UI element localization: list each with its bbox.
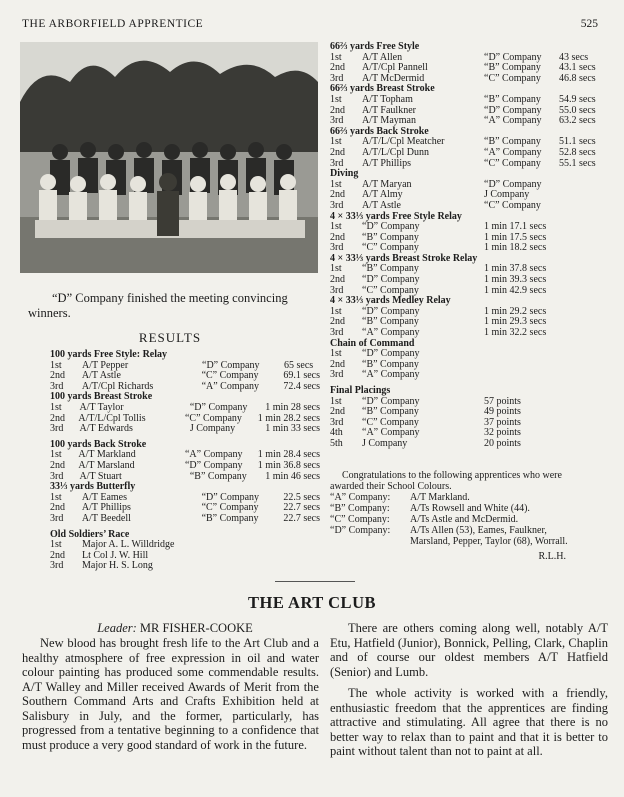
entrant: “D” Company bbox=[362, 395, 420, 407]
entrant: “B” Company bbox=[362, 358, 419, 370]
detail: “D” Company bbox=[484, 178, 542, 190]
detail: “A” Company bbox=[484, 115, 542, 127]
event-heading: Chain of Command bbox=[330, 337, 415, 349]
entrant: “D” Company bbox=[362, 348, 420, 360]
caption-line-1: “D” Company finished the meeting convincing bbox=[52, 291, 288, 305]
detail bbox=[484, 370, 559, 381]
placing: 2nd bbox=[50, 549, 65, 561]
placing: 1st bbox=[50, 401, 62, 413]
detail bbox=[202, 561, 284, 572]
placing: 3rd bbox=[330, 327, 344, 339]
time: 22.7 secs bbox=[283, 512, 320, 524]
entrant: A/T Beedell bbox=[81, 512, 131, 524]
placing: 1st bbox=[50, 359, 62, 371]
detail: 20 points bbox=[484, 437, 521, 449]
placing: 3rd bbox=[330, 284, 344, 296]
entrant: Major A. L. Willdridge bbox=[82, 539, 175, 551]
placing: 1st bbox=[330, 136, 342, 148]
event-heading: 66⅔ yards Free Style bbox=[330, 41, 420, 52]
detail: 32 points bbox=[484, 427, 521, 439]
placing: 2nd bbox=[330, 104, 345, 116]
detail: “A” Company bbox=[184, 449, 243, 461]
team-photograph bbox=[20, 42, 318, 273]
entrant: A/T Eames bbox=[81, 491, 127, 503]
time: 55.1 secs bbox=[559, 157, 596, 169]
result-row bbox=[330, 439, 610, 450]
colours-row bbox=[330, 514, 580, 525]
result-row bbox=[50, 403, 320, 414]
detail: “B” Company bbox=[484, 136, 541, 148]
time: 63.2 secs bbox=[559, 115, 596, 127]
entrant: “B” Company bbox=[362, 316, 419, 328]
result-row bbox=[330, 95, 610, 106]
placing: 1st bbox=[330, 395, 342, 407]
placing: 3rd bbox=[330, 72, 344, 84]
entrant: A/T Mayman bbox=[362, 115, 416, 127]
colours-names: A/Ts Rowsell and White (44). bbox=[410, 503, 530, 514]
detail: “D” Company bbox=[484, 104, 542, 116]
time: 72.4 secs bbox=[283, 380, 320, 392]
entrant: A/T Faulkner bbox=[362, 104, 416, 116]
colours-company: “D” Company: bbox=[330, 525, 391, 536]
time: 1 min 46 secs bbox=[265, 470, 320, 482]
event-heading: 66⅔ yards Breast Stroke bbox=[330, 83, 435, 95]
time: 1 min 28.2 secs bbox=[257, 412, 320, 424]
time: 51.1 secs bbox=[559, 136, 596, 148]
detail: “C” Company bbox=[484, 157, 541, 169]
section-divider bbox=[275, 581, 355, 582]
detail: J Company bbox=[189, 423, 236, 435]
placing: 2nd bbox=[50, 412, 65, 424]
event-heading: 100 yards Free Style: Relay bbox=[50, 349, 168, 360]
colours-names: A/T Markland. bbox=[410, 492, 470, 503]
time: 22.7 secs bbox=[283, 502, 320, 514]
result-row bbox=[50, 461, 320, 472]
placing: 2nd bbox=[330, 231, 345, 243]
placing: 2nd bbox=[330, 358, 345, 370]
placing: 1st bbox=[330, 51, 342, 63]
entrant: A/T/Cpl Pannell bbox=[362, 62, 428, 74]
entrant: “A” Company bbox=[362, 369, 420, 381]
entrant: A/T Astle bbox=[362, 199, 401, 211]
caption-line-2: winners. bbox=[28, 306, 71, 320]
time: 52.8 secs bbox=[559, 146, 596, 158]
detail: 1 min 39.3 secs bbox=[484, 274, 547, 286]
placing: 2nd bbox=[330, 62, 345, 74]
detail: 1 min 32.2 secs bbox=[484, 327, 547, 339]
placing: 2nd bbox=[330, 406, 345, 418]
time: 65 secs bbox=[284, 359, 314, 371]
colours-row bbox=[330, 525, 580, 547]
entrant: “B” Company bbox=[362, 263, 419, 275]
detail: “D” Company bbox=[484, 51, 542, 63]
entrant: J Company bbox=[362, 437, 408, 449]
event-heading: 100 yards Back Stroke bbox=[50, 438, 147, 450]
time: 43.1 secs bbox=[559, 62, 596, 74]
entrant: “C” Company bbox=[362, 416, 419, 428]
entrant: “A” Company bbox=[362, 327, 420, 339]
leader-name: MR FISHER-COOKE bbox=[139, 621, 253, 635]
result-row bbox=[330, 159, 610, 170]
colours-intro: Congratulations to the following apprentices who were awarded their School Colours. bbox=[330, 470, 562, 492]
placing: 3rd bbox=[50, 560, 64, 572]
entrant: “C” Company bbox=[362, 242, 419, 254]
placing: 1st bbox=[330, 305, 342, 317]
entrant: A/T/L/Cpl Dunn bbox=[362, 146, 429, 158]
placing: 3rd bbox=[50, 423, 64, 435]
colours-row bbox=[330, 503, 580, 514]
detail: “D” Company bbox=[201, 491, 260, 503]
entrant: A/T McDermid bbox=[362, 72, 425, 84]
result-row bbox=[330, 148, 610, 159]
photo-caption bbox=[28, 291, 315, 321]
placing: 3rd bbox=[50, 512, 64, 524]
detail: 57 points bbox=[484, 395, 521, 407]
detail: “A” Company bbox=[484, 146, 542, 158]
event-heading: Final Placings bbox=[330, 385, 391, 396]
colours-company: “A” Company: bbox=[330, 492, 391, 503]
placing: 1st bbox=[330, 263, 342, 275]
detail: 1 min 17.1 secs bbox=[484, 221, 547, 233]
event-heading: 4 × 33⅓ yards Free Style Relay bbox=[330, 210, 462, 222]
time: 22.5 secs bbox=[283, 491, 320, 503]
event-heading: Diving bbox=[330, 168, 359, 180]
placing: 2nd bbox=[330, 146, 345, 158]
time: 1 min 28 secs bbox=[265, 401, 320, 413]
placing: 1st bbox=[330, 93, 342, 105]
entrant: A/T Stuart bbox=[79, 470, 122, 482]
entrant: “A” Company bbox=[362, 427, 420, 439]
entrant: A/T Phillips bbox=[362, 157, 411, 169]
colours-company: “B” Company: bbox=[330, 503, 390, 514]
entrant: “B” Company bbox=[362, 231, 419, 243]
placing: 4th bbox=[330, 427, 343, 439]
detail: “C” Company bbox=[201, 370, 259, 382]
running-header: THE ARBORFIELD APPRENTICE bbox=[22, 18, 204, 30]
entrant: “C” Company bbox=[362, 284, 419, 296]
event-heading: 4 × 33⅓ yards Breast Stroke Relay bbox=[330, 252, 478, 264]
detail bbox=[484, 349, 559, 360]
entrant: A/T/L/Cpl Meatcher bbox=[362, 136, 445, 148]
colours-list bbox=[330, 492, 580, 547]
time: 43 secs bbox=[559, 51, 589, 63]
page-number: 525 bbox=[580, 18, 598, 30]
art-club-paragraph-right-2: The whole activity is worked with a friendly, enthusiastic freedom that the apprentices are finding attractive and stimulating. All agree that there is no better way to relax than to paint and that it is better to paint without talent than not to paint at all. bbox=[330, 686, 608, 758]
detail bbox=[484, 360, 559, 371]
entrant: A/T Topham bbox=[362, 93, 413, 105]
detail: 1 min 29.2 secs bbox=[484, 305, 547, 317]
detail: J Company bbox=[484, 189, 530, 201]
placing: 1st bbox=[50, 491, 62, 503]
placing: 2nd bbox=[330, 274, 345, 286]
entrant: A/T Pepper bbox=[82, 359, 129, 371]
placing: 3rd bbox=[50, 380, 64, 392]
detail: “B” Company bbox=[484, 62, 541, 74]
placing: 1st bbox=[50, 449, 62, 461]
placing: 3rd bbox=[50, 470, 64, 482]
detail: “B” Company bbox=[484, 93, 541, 105]
detail bbox=[202, 540, 284, 551]
detail: “C” Company bbox=[201, 502, 259, 514]
placing: 3rd bbox=[330, 416, 344, 428]
detail: “C” Company bbox=[484, 199, 541, 211]
detail: “B” Company bbox=[201, 512, 259, 524]
placing: 2nd bbox=[330, 316, 345, 328]
event-heading: 4 × 33⅓ yards Medley Relay bbox=[330, 295, 451, 307]
result-row bbox=[50, 424, 320, 435]
placing: 1st bbox=[330, 221, 342, 233]
art-club-title: THE ART CLUB bbox=[248, 593, 376, 612]
entrant: A/T Marsland bbox=[78, 459, 135, 471]
result-row bbox=[330, 201, 610, 212]
placing: 1st bbox=[330, 178, 342, 190]
placing: 1st bbox=[330, 348, 342, 360]
placing: 2nd bbox=[50, 502, 65, 514]
entrant: A/T Markland bbox=[78, 449, 136, 461]
colours-row bbox=[330, 492, 580, 503]
event-heading: 33⅓ yards Butterfly bbox=[50, 481, 136, 493]
results-right-column bbox=[330, 42, 610, 450]
art-club-paragraph-left: New blood has brought fresh life to the Art Club and a healthy atmosphere of free expression in oil and water colour painting has produced some commendable results. A/T Walley and Miller received Awards of Merit from the Southern Command Arts and Crafts Exhibition held at Salisbury in July, and the former, particularly, has progressed from a tentative beginning to a confidence that must produce a very good standard of work in the future. bbox=[22, 636, 319, 752]
event-heading: Old Soldiers’ Race bbox=[50, 528, 130, 540]
entrant: “D” Company bbox=[362, 274, 420, 286]
time: 55.0 secs bbox=[559, 104, 596, 116]
detail: 49 points bbox=[484, 406, 521, 418]
placing: 3rd bbox=[330, 157, 344, 169]
entrant: A/T Edwards bbox=[79, 423, 133, 435]
signature: R.L.H. bbox=[538, 551, 566, 562]
entrant: A/T Astle bbox=[81, 370, 121, 382]
detail: 1 min 18.2 secs bbox=[484, 242, 547, 254]
detail: “D” Company bbox=[189, 401, 248, 413]
event-heading: 66⅔ yards Back Stroke bbox=[330, 125, 429, 137]
art-club-leader bbox=[40, 621, 310, 636]
entrant: Lt Col J. W. Hill bbox=[82, 549, 149, 561]
entrant: A/T Allen bbox=[362, 51, 403, 63]
entrant: A/T Taylor bbox=[79, 401, 124, 413]
placing: 1st bbox=[50, 539, 62, 551]
time: 1 min 33 secs bbox=[265, 423, 320, 435]
entrant: A/T/Cpl Richards bbox=[81, 380, 154, 392]
time: 69.1 secs bbox=[283, 370, 320, 382]
colours-company: “C” Company: bbox=[330, 514, 390, 525]
result-row bbox=[50, 561, 320, 572]
entrant: A/T Almy bbox=[362, 189, 403, 201]
placing: 2nd bbox=[50, 459, 65, 471]
results-left-column bbox=[50, 350, 320, 572]
result-row bbox=[50, 514, 320, 525]
result-row bbox=[330, 370, 610, 381]
detail: 1 min 29.3 secs bbox=[484, 316, 547, 328]
art-club-paragraph-right-1: There are others coming along well, notably A/T Etu, Hatfield (Junior), Bonnick, Pelling, Clark, Chaplin and of course our oldest members A/T Hatfield (Senior) and Lumb. bbox=[330, 621, 608, 679]
time: 46.8 secs bbox=[559, 72, 596, 84]
entrant: Major H. S. Long bbox=[82, 560, 153, 572]
results-heading: RESULTS bbox=[138, 330, 202, 345]
placing: 3rd bbox=[330, 242, 344, 254]
detail: “D” Company bbox=[202, 359, 260, 371]
colours-names: A/Ts Allen (53), Eames, Faulkner, Marsland, Pepper, Taylor (68), Worrall. bbox=[410, 525, 568, 547]
detail: “A” Company bbox=[201, 380, 260, 392]
detail bbox=[202, 551, 284, 562]
entrant: A/T Maryan bbox=[362, 178, 412, 190]
detail: “D” Company bbox=[184, 459, 243, 471]
entrant: A/T Phillips bbox=[81, 502, 131, 514]
event-heading: 100 yards Breast Stroke bbox=[50, 391, 153, 403]
detail: “C” Company bbox=[484, 72, 541, 84]
placing: 2nd bbox=[50, 370, 65, 382]
entrant: A/T/L/Cpl Tollis bbox=[78, 412, 146, 424]
placing: 2nd bbox=[330, 189, 345, 201]
colours-names: A/Ts Astle and McDermid. bbox=[410, 514, 519, 525]
entrant: “D” Company bbox=[362, 305, 420, 317]
detail: 1 min 42.9 secs bbox=[484, 284, 547, 296]
entrant: “B” Company bbox=[362, 406, 419, 418]
placing: 3rd bbox=[330, 199, 344, 211]
placing: 3rd bbox=[330, 369, 344, 381]
detail: 1 min 17.5 secs bbox=[484, 231, 547, 243]
placing: 5th bbox=[330, 437, 343, 449]
time: 54.9 secs bbox=[559, 93, 596, 105]
time: 1 min 28.4 secs bbox=[257, 449, 320, 461]
detail: 1 min 37.8 secs bbox=[484, 263, 547, 275]
time: 1 min 36.8 secs bbox=[257, 459, 320, 471]
school-colours-section bbox=[330, 470, 580, 562]
detail: “B” Company bbox=[189, 470, 247, 482]
detail: 37 points bbox=[484, 416, 521, 428]
placing: 3rd bbox=[330, 115, 344, 127]
detail: “C” Company bbox=[184, 412, 242, 424]
entrant: “D” Company bbox=[362, 221, 420, 233]
leader-label: Leader: bbox=[97, 621, 137, 635]
